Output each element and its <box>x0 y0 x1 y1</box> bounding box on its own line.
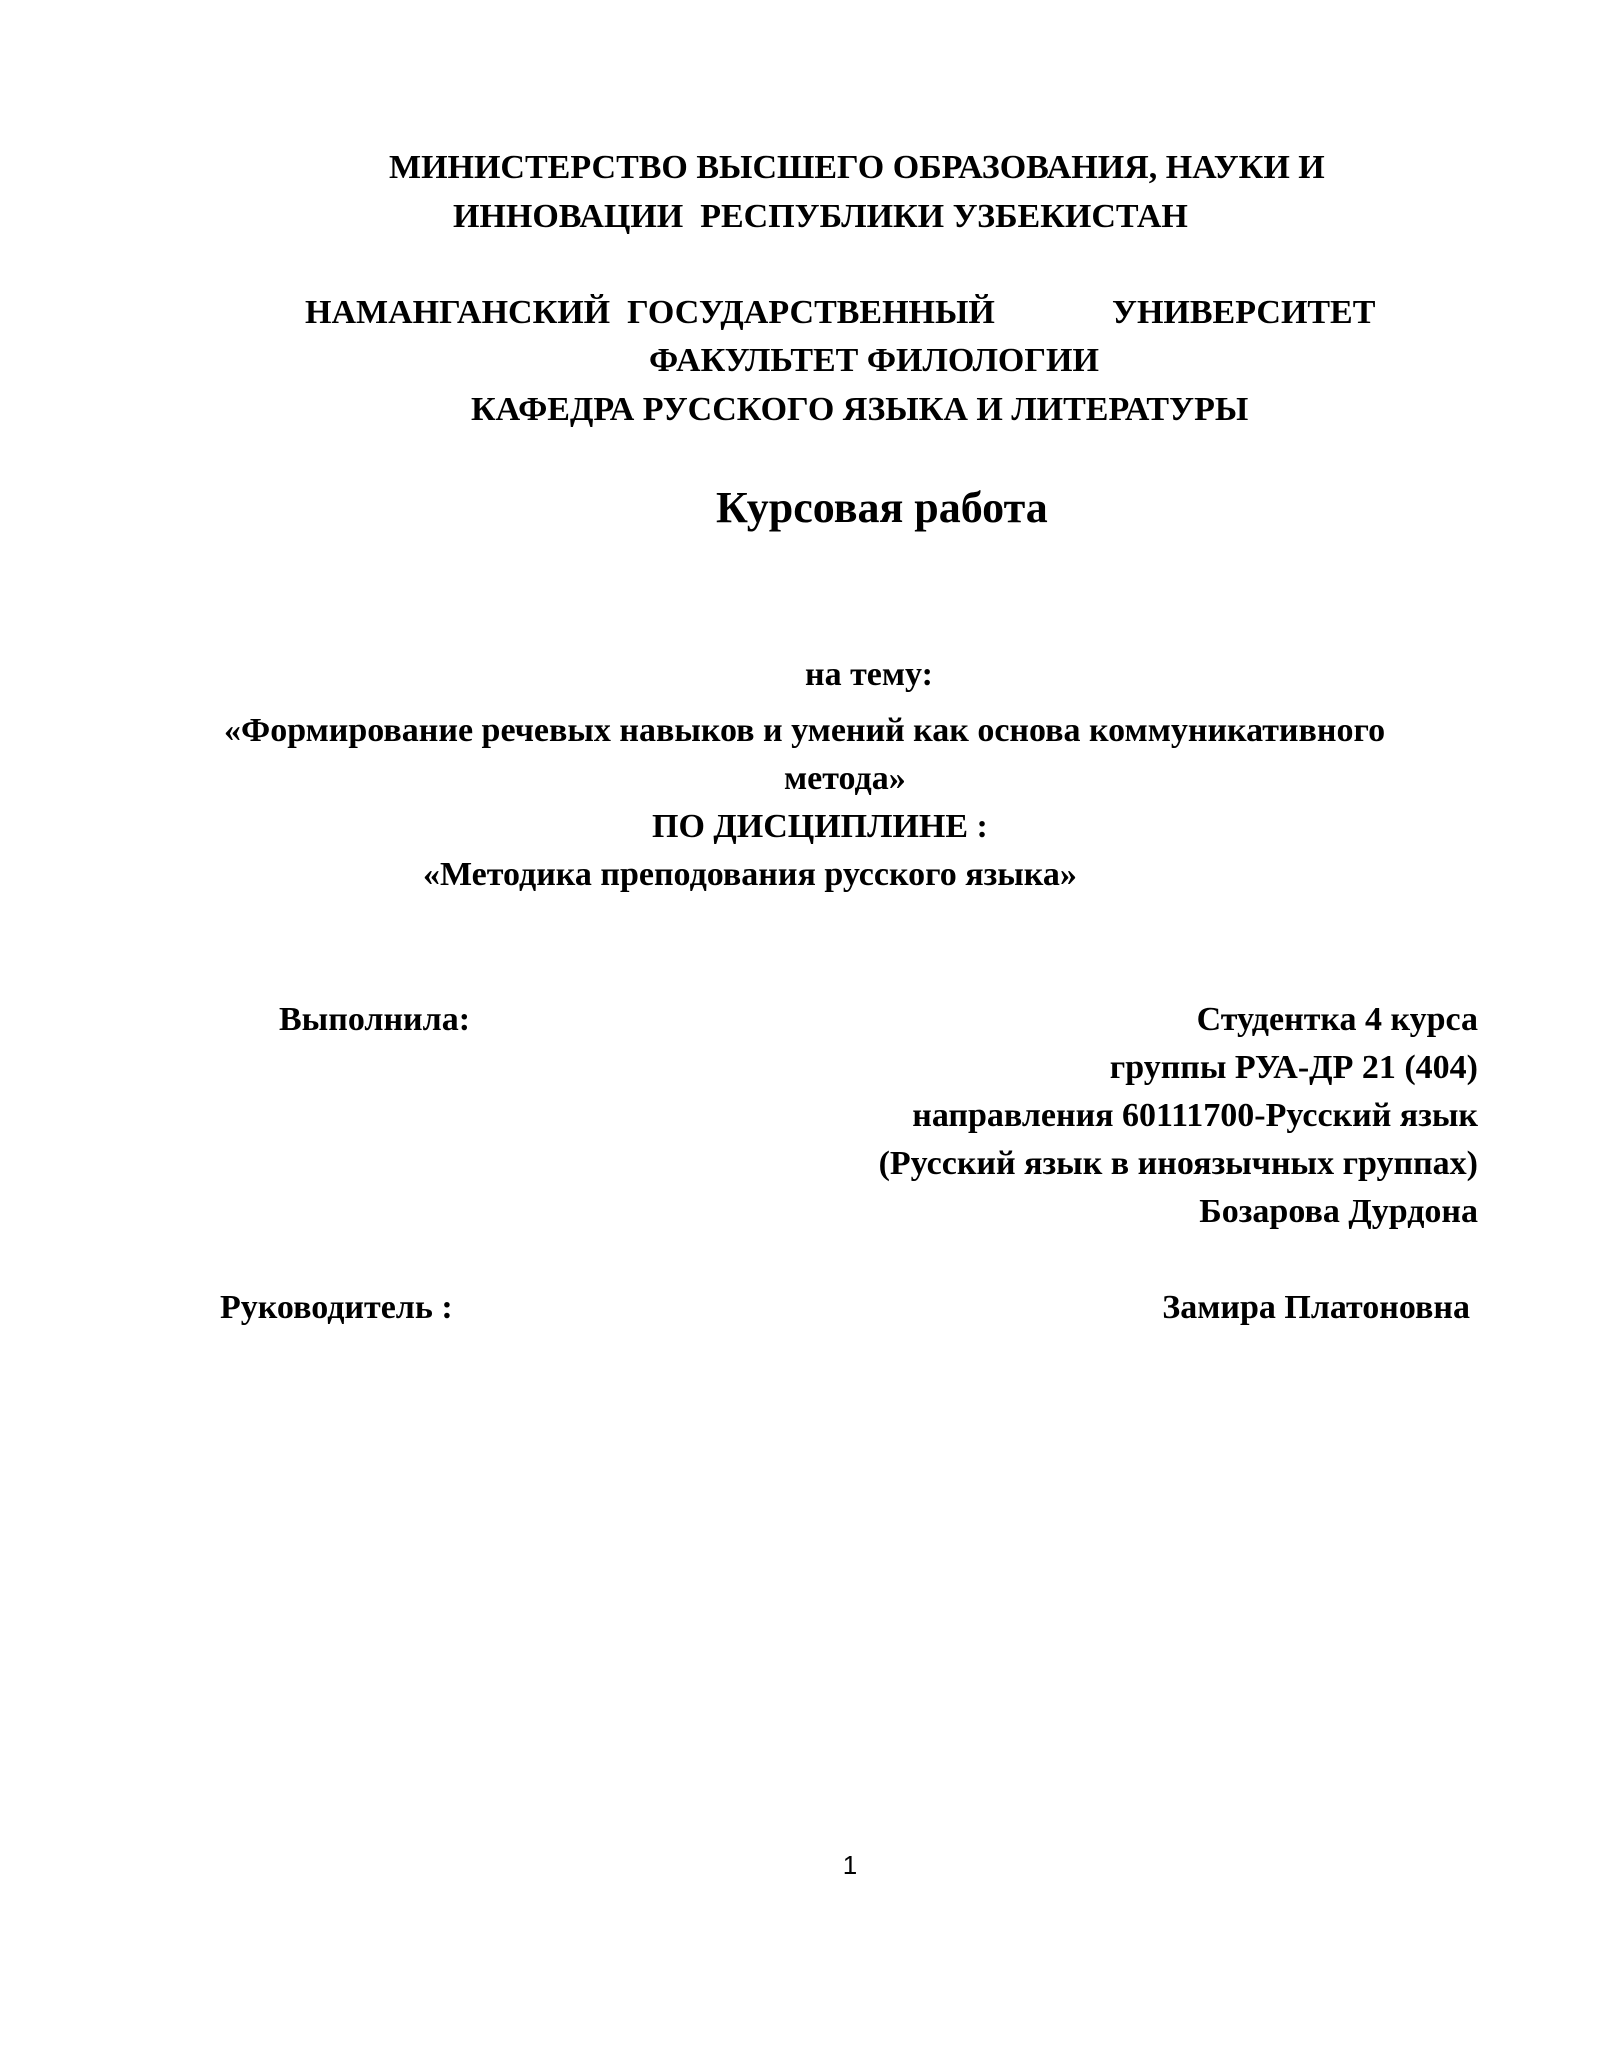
department-name: КАФЕДРА РУССКОГО ЯЗЫКА И ЛИТЕРАТУРЫ <box>471 391 1249 428</box>
topic-title-line-1: «Формирование речевых навыков и умений как основа коммуникативного <box>224 712 1386 749</box>
topic-label: на тему: <box>805 656 933 693</box>
topic-title-line-2: метода» <box>784 760 906 797</box>
university-name: НАМАНГАНСКИЙ ГОСУДАРСТВЕННЫЙ <box>305 294 995 331</box>
faculty-name: ФАКУЛЬТЕТ ФИЛОЛОГИИ <box>649 342 1099 379</box>
student-name: Бозарова Дурдона <box>1199 1193 1478 1230</box>
supervisor-label: Руководитель : <box>220 1289 453 1326</box>
document-title: Курсовая работа <box>716 483 1048 532</box>
ministry-line-1: МИНИСТЕРСТВО ВЫСШЕГО ОБРАЗОВАНИЯ, НАУКИ И <box>389 149 1325 186</box>
student-direction-detail: (Русский язык в иноязычных группах) <box>878 1145 1478 1182</box>
performed-by-label: Выполнила: <box>279 1001 471 1038</box>
university-word: УНИВЕРСИТЕТ <box>1112 294 1376 331</box>
page-number: 1 <box>842 1850 858 1880</box>
student-course: Студентка 4 курса <box>1196 1001 1478 1038</box>
discipline-name: «Методика преподования русского языка» <box>423 856 1077 893</box>
ministry-line-2: ИННОВАЦИИ РЕСПУБЛИКИ УЗБЕКИСТАН <box>453 198 1188 235</box>
student-group: группы РУА-ДР 21 (404) <box>1109 1049 1478 1086</box>
student-direction: направления 60111700-Русский язык <box>912 1097 1478 1134</box>
discipline-label: ПО ДИСЦИПЛИНЕ : <box>652 808 988 845</box>
supervisor-name: Замира Платоновна <box>1162 1289 1470 1326</box>
